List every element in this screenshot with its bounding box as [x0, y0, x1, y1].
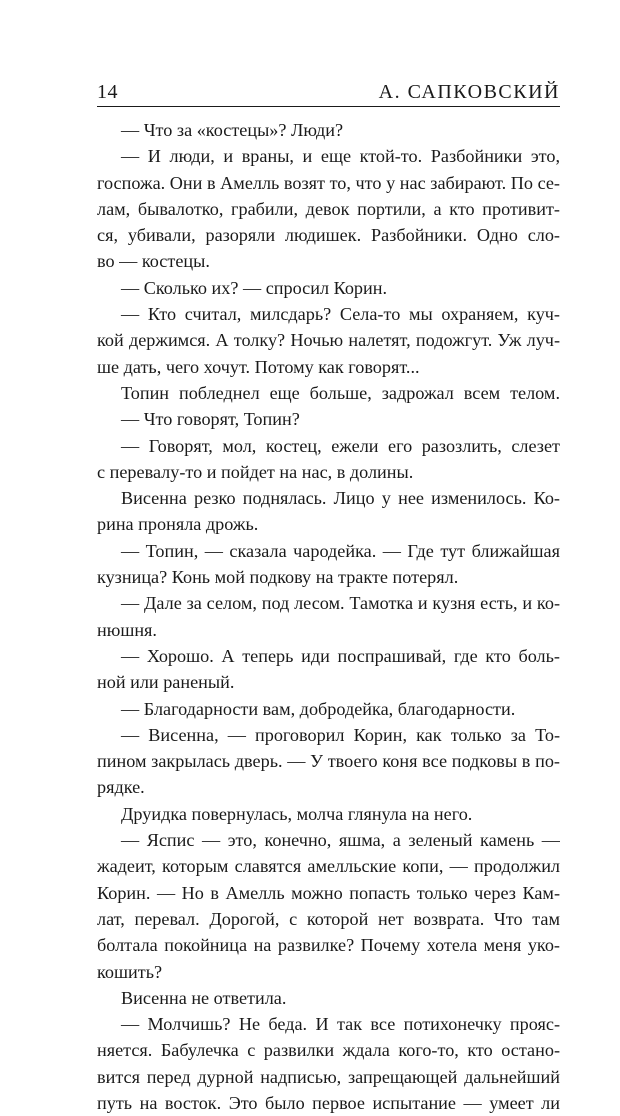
text-line: путь на восток. Это было первое испытание — умеет ли [97, 1092, 560, 1113]
text-line: ной или раненый. [97, 672, 235, 693]
running-title: А. САПКОВСКИЙ [378, 81, 560, 103]
text-line: — Кто считал, милсдарь? Села-то мы охраняем, куч- [121, 304, 560, 325]
text-line: няется. Бабулечка с развилки ждала кого-то, кто остано- [97, 1040, 560, 1061]
text-line: лат, перевал. Дорогой, с которой нет возврата. Что там [97, 908, 560, 929]
text-line: Висенна резко поднялась. Лицо у нее изменилось. Ко- [121, 488, 560, 509]
text-line: вится перед дурной надписью, запрещающей дальнейший [97, 1066, 560, 1087]
text-line: жадеит, которым славятся амелльские копи, — продолжил [97, 856, 560, 877]
text-line: Топин побледнел еще больше, задрожал всем телом. [121, 382, 560, 403]
text-line: — Что говорят, Топин? [121, 409, 300, 430]
text-line: нюшня. [97, 619, 157, 640]
text-line: пином закрылась дверь. — У твоего коня все подковы в по- [97, 751, 560, 772]
text-line: рядке. [97, 777, 145, 798]
text-line: Висенна не ответила. [121, 987, 287, 1008]
body-text [97, 117, 560, 1116]
text-line: — Топин, — сказала чародейка. — Где тут ближайшая [121, 540, 560, 561]
text-line: — Сколько их? — спросил Корин. [121, 277, 388, 298]
header-rule [97, 106, 560, 107]
text-line: — Молчишь? Не беда. И так все потихонечку прояс- [121, 1014, 560, 1035]
text-line: — Благодарности вам, добродейка, благодарности. [121, 698, 516, 719]
text-line: ше дать, чего хочут. Потому как говорят... [97, 356, 420, 377]
text-line: — Яспис — это, конечно, яшма, а зеленый камень — [121, 830, 560, 851]
text-line: — Висенна, — проговорил Корин, как только за То- [121, 724, 560, 745]
text-line: — И люди, и враны, и еще ктой-то. Разбойники это, [121, 146, 560, 167]
text-line: кузница? Конь мой подкову на тракте потерял. [97, 567, 459, 588]
text-line: рина проняла дрожь. [97, 514, 259, 535]
text-line: кой держимся. А толку? Ночью налетят, подожгут. Уж луч- [97, 330, 560, 351]
text-line: — Дале за селом, под лесом. Тамотка и кузня есть, и ко- [121, 593, 560, 614]
text-line: Друидка повернулась, молча глянула на него. [121, 803, 473, 824]
text-line: кошить? [97, 961, 163, 982]
text-line: — Что за «костецы»? Люди? [121, 120, 344, 140]
text-line: ся, убивали, разоряли людишек. Разбойники. Одно сло- [97, 225, 560, 246]
text-line: — Хорошо. А теперь иди поспрашивай, где кто боль- [121, 645, 560, 666]
text-line: госпожа. Они в Амелль возят то, что у нас забирают. По се- [97, 172, 560, 193]
text-line: — Говорят, мол, костец, ежели его разозлить, слезет [121, 435, 560, 456]
page-number: 14 [97, 81, 118, 103]
text-line: с перевалу-то и пойдет на нас, в долины. [97, 461, 414, 482]
text-line: во — костецы. [97, 251, 210, 272]
text-line: Корин. — Но в Амелль можно попасть только через Кам- [97, 882, 560, 903]
running-head [97, 80, 560, 106]
text-line: болтала покойница на развилке? Почему хотела меня уко- [97, 935, 560, 956]
text-line: лам, бывалотко, грабили, девок портили, а кто противит- [97, 198, 560, 219]
